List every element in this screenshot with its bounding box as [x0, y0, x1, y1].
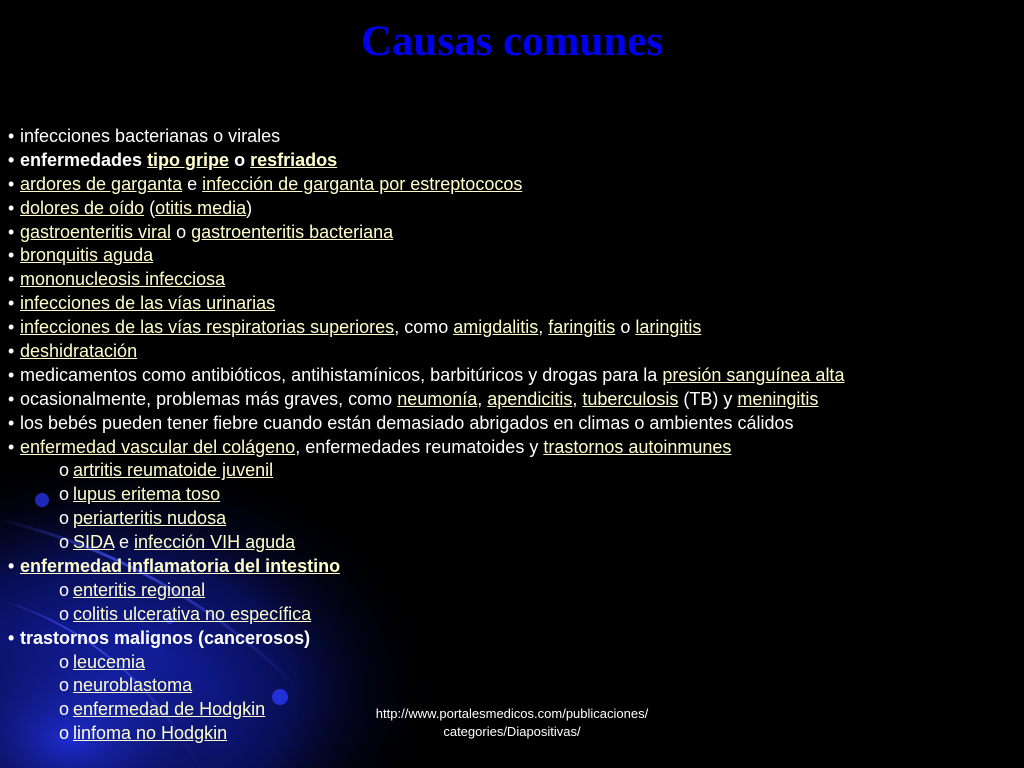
list-item [8, 197, 1018, 221]
term-link[interactable]: gastroenteritis bacteriana [191, 221, 394, 242]
dot-bullet-icon: • [8, 412, 15, 433]
circle-bullet-icon: o [59, 723, 70, 744]
list-item [8, 627, 1018, 651]
term-link[interactable]: mononucleosis infecciosa [20, 269, 226, 290]
dot-bullet-icon: • [8, 293, 15, 314]
term-link[interactable]: infección de garganta por estreptococos [202, 173, 523, 194]
term-link[interactable]: amigdalitis [453, 317, 539, 338]
term-link[interactable]: dolores de oído [20, 197, 145, 218]
dot-bullet-icon: • [8, 245, 15, 266]
term-link[interactable]: SIDA [73, 532, 115, 553]
list-item [8, 125, 1018, 149]
item-text: medicamentos como antibióticos, antihistamínicos, barbitúricos y drogas para la [20, 364, 663, 385]
item-text: o [229, 149, 251, 170]
item-text: los bebés pueden tener fiebre cuando están demasiado abrigados en climas o ambientes cálidos [20, 412, 794, 433]
list-item [8, 316, 1018, 340]
dot-bullet-icon: • [8, 173, 15, 194]
list-item [8, 555, 1018, 579]
item-text: , enfermedades reumatoides y [295, 436, 544, 457]
term-link[interactable]: enfermedad vascular del colágeno [20, 436, 296, 457]
list-item [8, 364, 1018, 388]
source-line: categories/Diapositivas/ [443, 724, 581, 739]
term-link[interactable]: artritis reumatoide juvenil [73, 460, 274, 481]
term-link[interactable]: enteritis regional [73, 579, 206, 600]
term-link[interactable]: ardores de garganta [20, 173, 183, 194]
dot-bullet-icon: • [8, 221, 15, 242]
term-link[interactable]: neuroblastoma [73, 675, 193, 696]
term-link[interactable]: bronquitis aguda [20, 245, 154, 266]
dot-bullet-icon: • [8, 149, 15, 170]
item-text: , [477, 388, 488, 409]
item-text: enfermedades [20, 149, 148, 170]
term-link[interactable]: leucemia [73, 651, 146, 672]
item-text: e [114, 532, 135, 553]
dot-bullet-icon: • [8, 627, 15, 648]
term-link[interactable]: faringitis [548, 317, 616, 338]
item-text: , [538, 317, 549, 338]
circle-bullet-icon: o [59, 651, 70, 672]
term-link[interactable]: presión sanguínea alta [662, 364, 845, 385]
term-link[interactable]: linfoma no Hodgkin [73, 723, 228, 744]
dot-bullet-icon: • [8, 341, 15, 362]
term-link[interactable]: otitis media [155, 197, 247, 218]
item-text: trastornos malignos (cancerosos) [20, 627, 311, 648]
item-text: , como [394, 317, 454, 338]
sub-list-item [8, 651, 1018, 675]
term-link[interactable]: enfermedad inflamatoria del intestino [20, 556, 341, 577]
item-text: infecciones bacterianas o virales [20, 126, 281, 146]
list-item [8, 412, 1018, 436]
list-item [8, 244, 1018, 268]
term-link[interactable]: periarteritis nudosa [73, 508, 227, 529]
list-item [8, 149, 1018, 173]
dot-bullet-icon: • [8, 197, 15, 218]
source-citation [358, 705, 666, 741]
circle-bullet-icon: o [59, 579, 70, 600]
causes-list [8, 125, 1018, 746]
list-item [8, 340, 1018, 364]
list-item [8, 436, 1018, 460]
list-item [8, 221, 1018, 245]
item-text: o [171, 221, 192, 242]
list-item [8, 173, 1018, 197]
term-link[interactable]: apendicitis [487, 388, 573, 409]
circle-bullet-icon: o [59, 460, 70, 481]
term-link[interactable]: infección VIH aguda [134, 532, 296, 553]
list-item [8, 388, 1018, 412]
dot-bullet-icon: • [8, 269, 15, 290]
source-line: http://www.portalesmedicos.com/publicaciones/ [375, 706, 649, 721]
sub-list-item [8, 579, 1018, 603]
item-text: ) [246, 197, 253, 218]
item-text: o [615, 317, 636, 338]
term-link[interactable]: lupus eritema toso [73, 484, 221, 505]
circle-bullet-icon: o [59, 699, 70, 720]
sub-list-item [8, 459, 1018, 483]
slide-title: Causas comunes [360, 18, 664, 65]
sub-list-item [8, 531, 1018, 555]
item-text: e [182, 173, 203, 194]
dot-bullet-icon: • [8, 388, 15, 409]
item-text: ( [144, 197, 156, 218]
sub-list-item [8, 603, 1018, 627]
sub-list-item [8, 674, 1018, 698]
circle-bullet-icon: o [59, 532, 70, 553]
term-link[interactable]: infecciones de las vías urinarias [20, 293, 276, 314]
term-link[interactable]: infecciones de las vías respiratorias superiores [20, 317, 395, 338]
term-link[interactable]: trastornos autoinmunes [543, 436, 732, 457]
item-text: ocasionalmente, problemas más graves, como [20, 388, 398, 409]
list-item [8, 268, 1018, 292]
item-text: , [572, 388, 583, 409]
term-link[interactable]: neumonía [397, 388, 478, 409]
circle-bullet-icon: o [59, 603, 70, 624]
circle-bullet-icon: o [59, 508, 70, 529]
term-link[interactable]: gastroenteritis viral [20, 221, 172, 242]
dot-bullet-icon: • [8, 436, 15, 457]
dot-bullet-icon: • [8, 364, 15, 385]
term-link[interactable]: enfermedad de Hodgkin [73, 699, 266, 720]
term-link[interactable]: resfriados [250, 149, 338, 170]
dot-bullet-icon: • [8, 317, 15, 338]
term-link[interactable]: tuberculosis [582, 388, 679, 409]
circle-bullet-icon: o [59, 484, 70, 505]
item-text: (TB) y [678, 388, 738, 409]
term-link[interactable]: colitis ulcerativa no específica [73, 603, 312, 624]
list-item [8, 292, 1018, 316]
dot-bullet-icon: • [8, 126, 15, 146]
dot-bullet-icon: • [8, 556, 15, 577]
term-link[interactable]: tipo gripe [147, 149, 230, 170]
sub-list-item [8, 483, 1018, 507]
circle-bullet-icon: o [59, 675, 70, 696]
term-link[interactable]: laringitis [635, 317, 702, 338]
term-link[interactable]: meningitis [737, 388, 819, 409]
term-link[interactable]: deshidratación [20, 341, 138, 362]
sub-list-item [8, 507, 1018, 531]
